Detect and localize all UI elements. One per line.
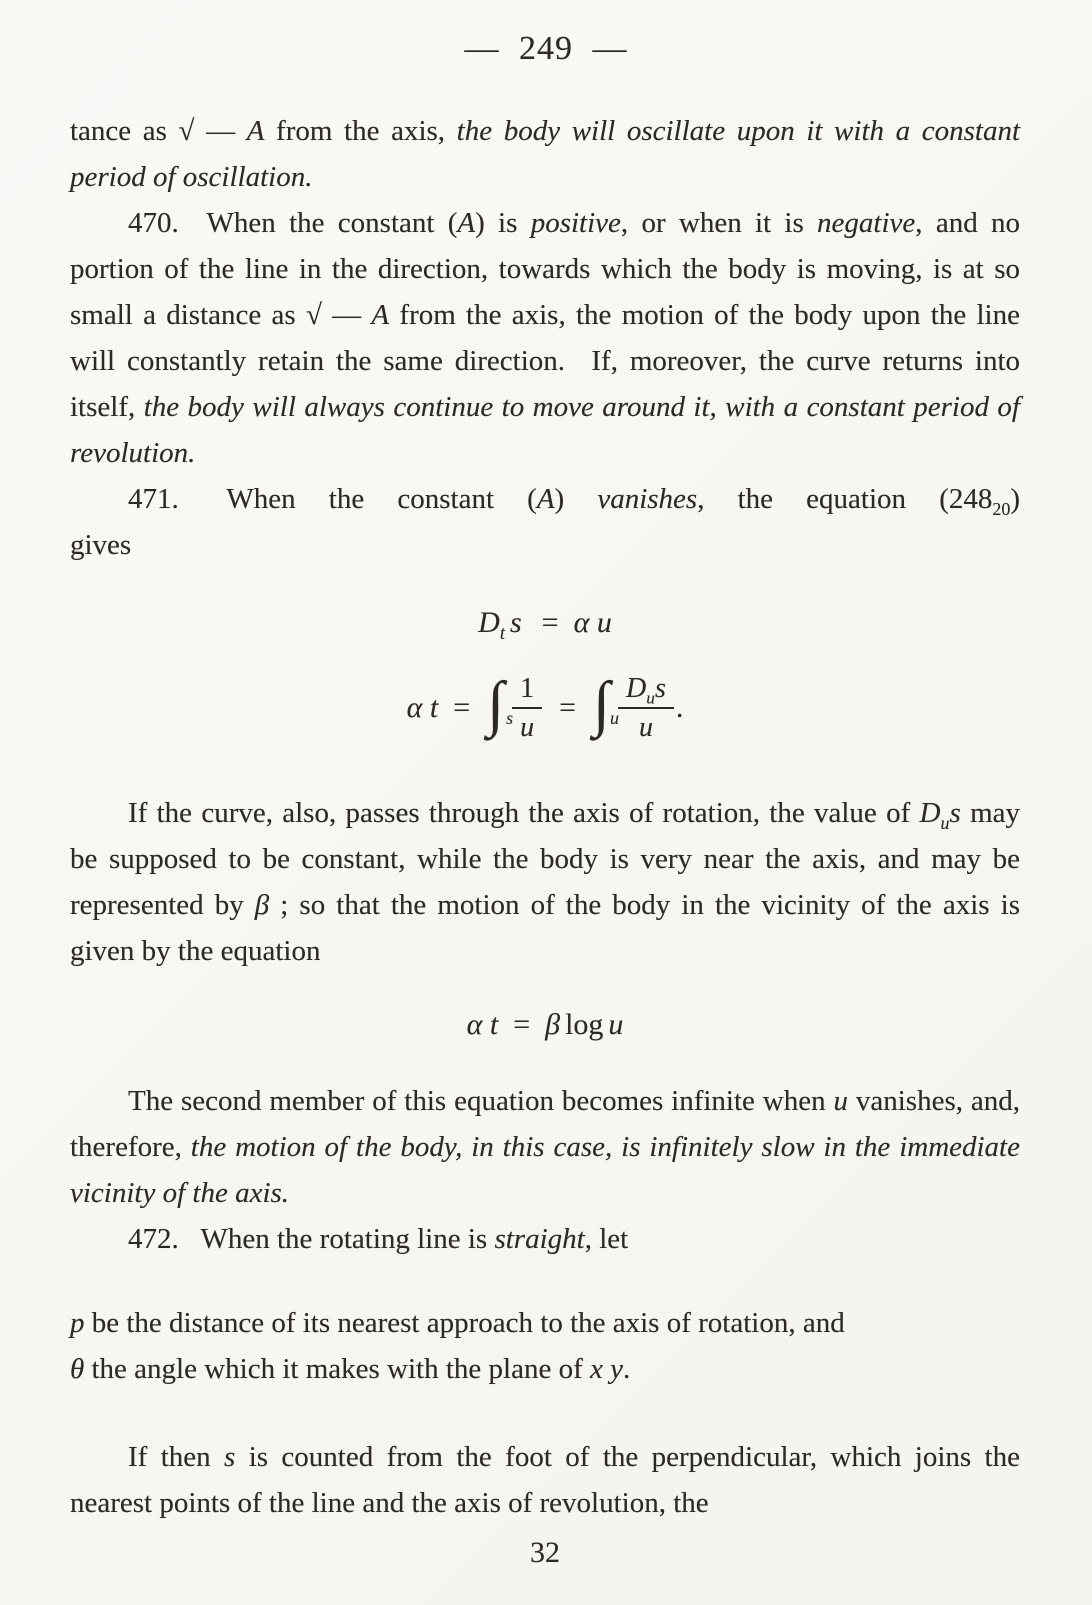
definition-list xyxy=(70,1300,1020,1392)
text-run: . xyxy=(623,1353,631,1385)
symbol-u: u xyxy=(833,1085,848,1117)
subscript-u: u xyxy=(940,812,950,833)
text-run: A xyxy=(536,483,555,515)
page-header xyxy=(0,0,1092,68)
symbol-beta: β xyxy=(254,889,270,921)
paragraph-472 xyxy=(70,1216,1020,1262)
subscript-t: t xyxy=(499,623,505,644)
signature-mark: 32 xyxy=(530,1536,560,1569)
text-run: 472. When the rotating line is xyxy=(128,1223,495,1255)
equation-rhs: α u xyxy=(573,606,612,639)
text-run: , or when it is xyxy=(620,207,818,239)
symbol-xy: x y xyxy=(590,1353,623,1385)
symbol-D: D xyxy=(626,672,647,704)
text-run: negative xyxy=(817,207,916,239)
equation-reference-subscript: 20 xyxy=(992,498,1011,519)
fraction-one-over-u xyxy=(512,673,542,744)
text-run: vanishes, and, therefore, xyxy=(70,1085,1021,1163)
symbol-s: s xyxy=(654,672,666,704)
integral-lower-limit: u xyxy=(610,708,620,728)
symbol-D: D xyxy=(919,797,941,829)
subscript-u: u xyxy=(646,688,655,708)
integral-glyph: ∫ xyxy=(487,670,505,738)
paragraph-471-line2 xyxy=(70,522,1020,568)
text-run: , the equation (248 xyxy=(697,483,993,515)
text-run: the body will oscillate upon it with a constant period of oscillation. xyxy=(70,115,1021,193)
text-run: gives xyxy=(70,529,132,561)
text-column xyxy=(70,108,1020,1576)
symbol-s: s xyxy=(509,606,522,639)
integral-glyph: ∫ xyxy=(593,670,611,738)
text-run: ) xyxy=(554,483,598,515)
equation-alpha-t-integrals xyxy=(70,662,1020,754)
text-run: A xyxy=(246,115,265,147)
page-number: — 249 — xyxy=(464,30,628,67)
paragraph-if-then xyxy=(70,1434,1020,1526)
text-run: be the distance of its nearest approach to the axis of rotation, and xyxy=(84,1307,845,1339)
text-run: , and no portion of the line in the direction, towards which the body is moving, is at so small a distance as √ — xyxy=(70,207,1020,331)
fraction-numerator xyxy=(618,673,674,709)
definition-p xyxy=(70,1300,1020,1346)
equals-sign: = xyxy=(453,691,471,724)
text-run: The second member of this equation becomes infinite when xyxy=(128,1085,834,1117)
symbol-u: u xyxy=(608,1008,624,1041)
equation-lhs xyxy=(478,600,527,646)
symbol-alpha-t: α t xyxy=(466,1008,499,1041)
text-run: If the curve, also, passes through the axis of rotation, the value of xyxy=(128,797,920,829)
paragraph-continuation xyxy=(70,108,1020,200)
paragraph-curve-through-axis xyxy=(70,790,1020,974)
period: . xyxy=(675,691,684,724)
text-run: tance as √ — xyxy=(70,115,247,147)
text-run: positive xyxy=(530,207,621,239)
equation-dts-alpha-u xyxy=(70,600,1020,646)
text-run: straight xyxy=(494,1223,585,1255)
fraction-denominator: u xyxy=(520,712,535,743)
symbol-theta: θ xyxy=(70,1353,85,1385)
text-run: from the axis, xyxy=(264,115,457,147)
text-run: the body will always continue to move around it, with a constant period of revolution. xyxy=(70,391,1020,469)
integral-sign xyxy=(593,670,620,739)
fraction-numerator: 1 xyxy=(512,673,542,709)
integral-sign xyxy=(487,670,514,739)
integral-lower-limit: s xyxy=(506,708,514,728)
text-run: the motion of the body, in this case, is infinitely slow in the immediate vicinity of the axis. xyxy=(70,1131,1020,1209)
log-operator: log xyxy=(565,1008,604,1041)
page-footer xyxy=(70,1530,1020,1576)
equals-sign: = xyxy=(559,691,577,724)
symbol-p: p xyxy=(70,1307,85,1339)
text-run: 471. When the constant ( xyxy=(128,483,537,515)
text-run: A xyxy=(371,299,390,331)
equation-alpha-t-beta-log-u xyxy=(70,1002,1020,1048)
text-run: from the axis, the motion of the body upon the line will constantly retain the same direction. If, moreover, the curve returns into itself, xyxy=(70,299,1020,423)
symbol-alpha-t: α t xyxy=(406,691,439,724)
symbol-s: s xyxy=(949,797,961,829)
symbol-s: s xyxy=(224,1441,236,1473)
fraction-denominator: u xyxy=(638,712,653,743)
text-run: ; so that the motion of the body in the vicinity of the axis is given by the equation xyxy=(70,889,1020,967)
text-run: vanishes xyxy=(597,483,698,515)
paragraph-470 xyxy=(70,200,1020,476)
text-run: If then xyxy=(128,1441,225,1473)
text-run: A xyxy=(457,207,476,239)
equals-sign: = xyxy=(541,606,559,639)
text-run: ) is xyxy=(475,207,531,239)
text-run: may be supposed to be constant, while the body is very near the axis, and may be represented by xyxy=(70,797,1020,921)
definition-theta xyxy=(70,1346,1020,1392)
paragraph-471-line1 xyxy=(70,476,1020,522)
fraction-dus-over-u xyxy=(618,673,674,744)
symbol-beta: β xyxy=(545,1008,561,1041)
text-run: 470. When the constant ( xyxy=(128,207,458,239)
text-run: the angle which it makes with the plane of xyxy=(84,1353,590,1385)
paragraph-second-member xyxy=(70,1078,1020,1216)
symbol-D: D xyxy=(478,606,500,639)
text-run: is counted from the foot of the perpendicular, which joins the nearest points of the line and the axis of revolution, the xyxy=(70,1441,1020,1519)
equals-sign: = xyxy=(513,1008,531,1041)
text-run: , let xyxy=(584,1223,629,1255)
text-run: ) xyxy=(1010,483,1020,515)
